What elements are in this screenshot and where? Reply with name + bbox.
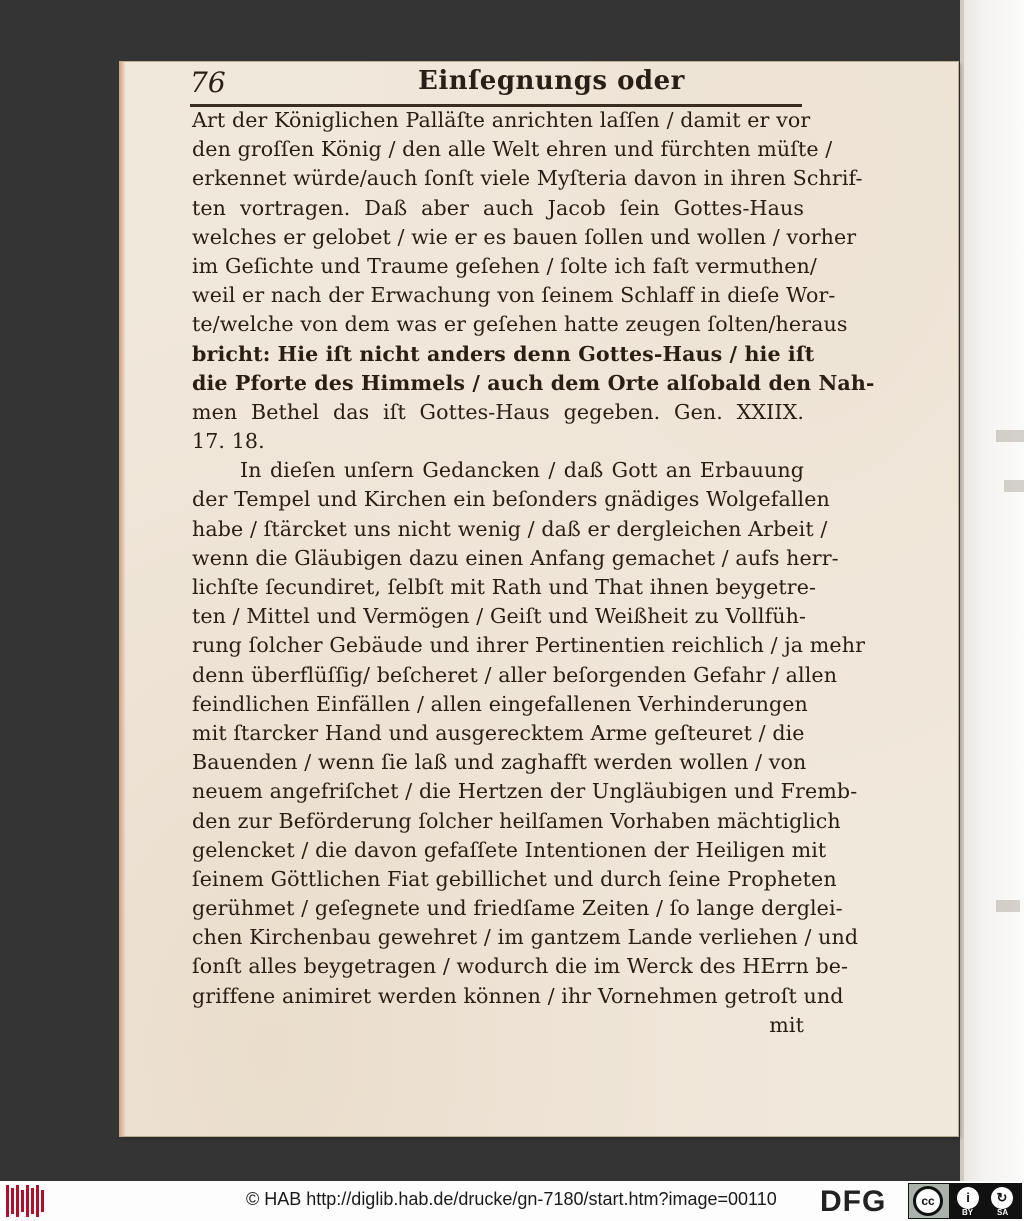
next-page-fold: [960, 0, 964, 1181]
attribution-icon: i: [957, 1187, 979, 1209]
by-label: BY: [962, 1208, 974, 1217]
text-line: neuem angefriſchet / die Hertzen der Ungläubigen und Fremb-: [192, 779, 858, 804]
page-number: 76: [190, 66, 226, 99]
text-line: erkennet würde/auch ſonſt viele Myſteria davon in ihren Schrif-: [192, 166, 863, 191]
text-line: Bauenden / wenn ſie laß und zaghafft werden wollen / von: [192, 750, 807, 775]
text-line: Art der Königlichen Palläſte anrichten laſſen / damit er vor: [192, 108, 811, 132]
text-line: chen Kirchenbau gewehret / im gantzem Lande verliehen / und: [192, 925, 859, 950]
text-line: ſonſt alles beygetragen / wodurch die im Werck des HErrn be-: [192, 954, 849, 979]
text-line: mit ſtarcker Hand und ausgerecktem Arme geſteuret / die: [192, 720, 805, 745]
text-line: ſeinem Göttlichen Fiat gebillichet und durch ſeine Propheten: [192, 866, 837, 891]
copyright-link[interactable]: © HAB http://diglib.hab.de/drucke/gn-7180/start.htm?image=00110: [246, 1189, 777, 1209]
text-line: griffene animiret werden können / ihr Vornehmen getroſt und: [192, 983, 844, 1008]
text-line: In dieſen unſern Gedancken / daß Gott an Erbauung: [240, 458, 804, 483]
text-line: ten vortragen. Daß aber auch Jacob ſein Gottes-Haus: [192, 195, 804, 220]
text-line: weil er nach der Erwachung von ſeinem Schlaff in dieſe Wor-: [192, 283, 836, 308]
text-line: den zur Beförderung ſolcher heilſamen Vorhaben mächtiglich: [192, 808, 841, 833]
text-line: die Pforte des Himmels / auch dem Orte alſobald den Nah-: [192, 370, 875, 395]
text-line: feindlichen Einfällen / allen eingefallenen Verhinderungen: [192, 691, 808, 716]
text-line: lichſte ſecundiret, ſelbſt mit Rath und That ihnen beygetre-: [192, 575, 817, 599]
page-header: [190, 66, 810, 106]
next-page-ghost-mark: [1004, 480, 1024, 492]
text-line: ten / Mittel und Vermögen / Geiſt und Weißheit zu Vollfüh-: [192, 604, 807, 629]
text-line: te/welche von dem was er geſehen hatte zeugen ſolten/heraus: [192, 312, 848, 337]
text-line: habe / ſtärcket uns nicht wenig / daß er dergleichen Arbeit /: [192, 516, 828, 541]
hab-logo-icon[interactable]: [4, 1185, 48, 1217]
text-line: rung ſolcher Gebäude und ihrer Pertinentien reichlich / ja mehr: [192, 633, 866, 658]
share-alike-icon: ↻: [991, 1187, 1013, 1209]
next-page-edge: [960, 0, 1024, 1181]
sa-label: SA: [997, 1208, 1009, 1217]
viewer-footer: [0, 1181, 1024, 1221]
text-line: im Geſichte und Traume geſehen / ſolte ich faſt vermuthen/: [192, 253, 817, 278]
dfg-logo[interactable]: DFG: [820, 1185, 887, 1218]
next-page-ghost-mark: [996, 900, 1020, 912]
text-line: welches er gelobet / wie er es bauen ſollen und wollen / vorher: [192, 224, 857, 249]
next-page-ghost-mark: [996, 430, 1024, 442]
page-body-text: [192, 106, 875, 1040]
text-line: der Tempel und Kirchen ein beſonders gnädiges Wolgefallen: [192, 487, 830, 512]
creative-commons-icon: cc: [913, 1186, 943, 1216]
text-line: wenn die Gläubigen dazu einen Anfang gemachet / aufs herr-: [192, 545, 839, 570]
text-line: men Bethel das iſt Gottes-Haus gegeben. Gen. XXIIX.: [192, 399, 804, 424]
text-line: 17. 18.: [192, 429, 265, 454]
running-title: Einſegnungs oder: [418, 66, 685, 96]
text-line: bricht: Hie iſt nicht anders denn Gottes-Haus / hie iſt: [192, 341, 815, 366]
cc-by-sa-license-badge[interactable]: [908, 1183, 1022, 1219]
text-line: gelencket / die davon gefaſſete Intentionen der Heiligen mit: [192, 837, 827, 862]
text-line: den groſſen König / den alle Welt ehren und fürchten müſte /: [192, 137, 833, 162]
catchword: mit: [769, 1012, 804, 1037]
text-line: denn überflüſſig/ beſcheret / aller beſorgenden Gefahr / allen: [192, 662, 838, 687]
text-line: gerühmet / geſegnete und friedſame Zeiten / ſo lange derglei-: [192, 896, 843, 921]
